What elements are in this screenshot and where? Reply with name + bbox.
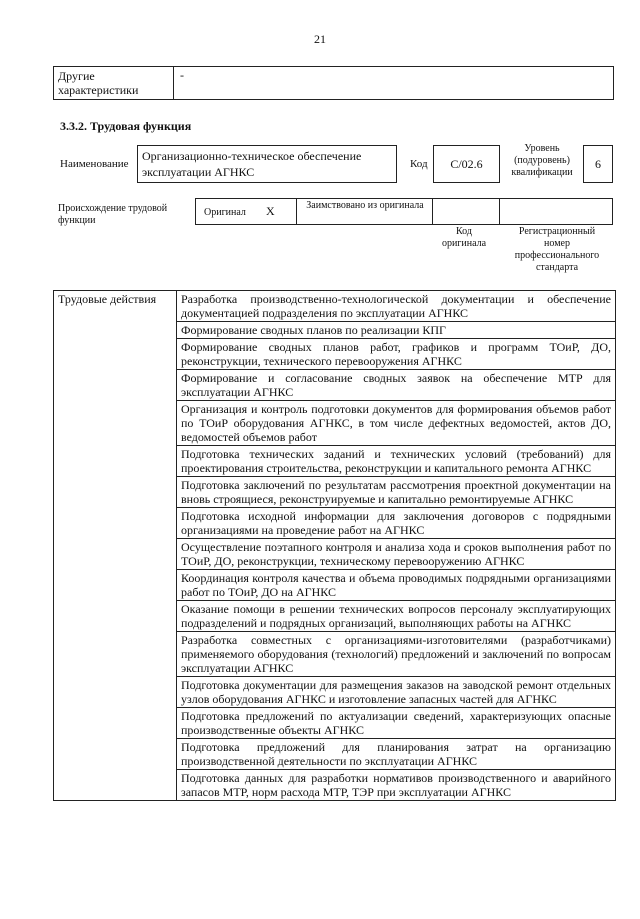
origin-divider-1 xyxy=(296,199,297,224)
origin-divider-3 xyxy=(499,199,500,224)
section-title: 3.3.2. Трудовая функция xyxy=(60,119,192,133)
labor-action-item: Подготовка исходной информации для заключения договоров с подрядными организациями на проведение работ на АГНКС xyxy=(177,508,616,539)
labor-action-item: Координация контроля качества и объема проводимых подрядными организациями работ по ТОиР, ДО на АГНКС xyxy=(177,570,616,601)
other-divider xyxy=(173,67,174,99)
labor-action-item: Подготовка заключений по результатам рассмотрения проектной документации на вновь строящиеся, реконструируемые и капитально ремонтируемые АГНКС xyxy=(177,477,616,508)
code-box xyxy=(433,145,500,183)
function-name-box xyxy=(137,145,397,183)
level-value: 6 xyxy=(595,157,601,171)
origin-label: Происхождение трудовой функции xyxy=(58,203,168,226)
labor-action-item: Организация и контроль подготовки документов для формирования объемов работ по ТОиР оборудования АГНКС, в том числе дефектных ведомостей, актов ДО, ведомостей объемов работ xyxy=(177,401,616,446)
labor-action-item: Подготовка документации для размещения заказов на заводской ремонт отдельных узлов оборудования АГНКС и изготовление запасных частей для АГНКС xyxy=(177,677,616,708)
table-row xyxy=(54,291,616,322)
labor-action-item: Формирование и согласование сводных заявок на обеспечение МТР для эксплуатации АГНКС xyxy=(177,370,616,401)
labor-action-item: Формирование сводных планов работ, графиков и программ ТОиР, ДО, реконструкции, технического перевооружения АГНКС xyxy=(177,339,616,370)
other-characteristics-row xyxy=(53,66,614,100)
origin-row xyxy=(195,198,613,225)
labor-action-item: Формирование сводных планов по реализации КПГ xyxy=(177,322,616,339)
labor-action-item: Осуществление поэтапного контроля и анализа хода и сроков выполнения работ по ТОиР, ДО, реконструкции, техническому перевооружению АГНКС xyxy=(177,539,616,570)
borrowed-label: Заимствовано из оригинала xyxy=(306,200,424,211)
labor-action-item: Подготовка данных для разработки нормативов производственного и аварийного запасов МТР, норм расхода МТР, ТЭР при эксплуатации АГНКС xyxy=(177,770,616,801)
name-label: Наименование xyxy=(60,158,129,170)
level-box xyxy=(583,145,613,183)
labor-action-item: Подготовка технических заданий и технических условий (требований) для проектирования строительства, реконструкции и капитального ремонта АГНКС xyxy=(177,446,616,477)
page-number: 21 xyxy=(314,32,326,46)
original-mark: X xyxy=(266,204,275,218)
labor-actions-table xyxy=(53,290,616,801)
original-label: Оригинал xyxy=(204,207,246,218)
reg-number-caption: Регистрационный номер профессионального стандарта xyxy=(514,226,600,273)
level-label: Уровень (подуровень) квалификации xyxy=(511,143,573,178)
function-name-value: Организационно-техническое обеспечение эксплуатации АГНКС xyxy=(142,149,362,179)
labor-action-item: Разработка производственно-технологической документации и обеспечение документацией подразделения по эксплуатации АГНКС xyxy=(177,291,616,322)
code-value: С/02.6 xyxy=(450,157,483,171)
origin-divider-2 xyxy=(432,199,433,224)
other-characteristics-label: Другие характеристики xyxy=(58,69,139,97)
labor-actions-header: Трудовые действия xyxy=(54,291,177,801)
labor-action-item: Разработка совместных с организациями-изготовителями (разработчиками) применяемого оборудования (технологий) предложений и заключений по вопросам эксплуатации АГНКС xyxy=(177,632,616,677)
other-characteristics-value: - xyxy=(180,68,184,82)
code-label: Код xyxy=(410,158,428,170)
code-original-caption: Код оригинала xyxy=(441,226,487,249)
labor-action-item: Подготовка предложений для планирования затрат на организацию производственной деятельности по эксплуатации АГНКС xyxy=(177,739,616,770)
labor-action-item: Подготовка предложений по актуализации сведений, характеризующих опасные производственные объекты АГНКС xyxy=(177,708,616,739)
labor-action-item: Оказание помощи в решении технических вопросов персоналу эксплуатирующих подразделений и подрядных организаций, выполняющих работы на АГНКС xyxy=(177,601,616,632)
